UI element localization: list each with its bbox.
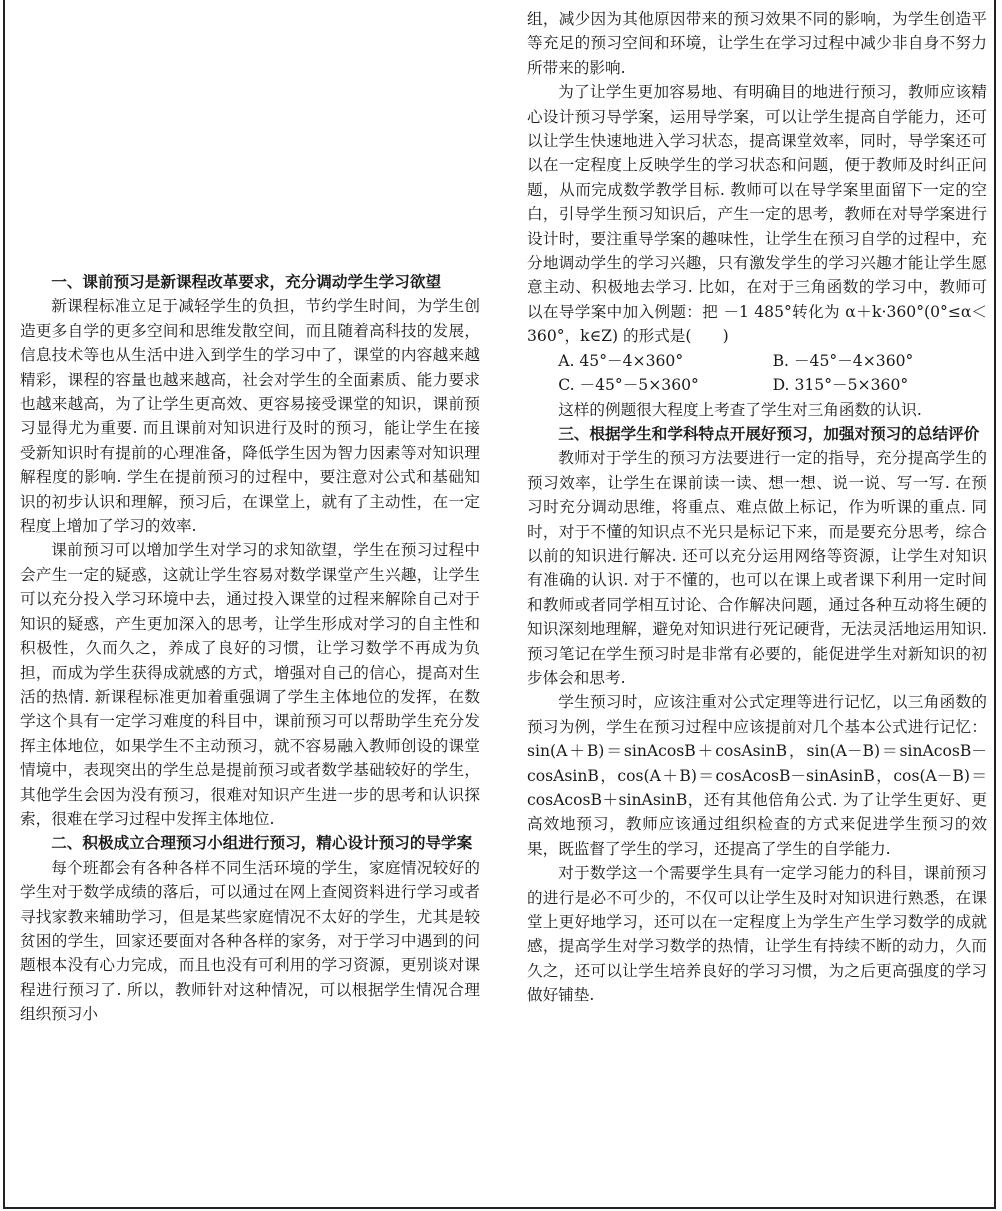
paragraph: 新课程标准立足于减轻学生的负担，节约学生时间，为学生创造更多自学的更多空间和思维发散空间，而且随着高科技的发展，信息技术等也从生活中进入到学生的学习中了，课堂的内容越来越精彩，课程的容量也越来越高，社会对学生的全面素质、能力要求也越来越高，为了让学生更高效、更容易接受课堂的知识，课前预习显得尤为重要. 而且课前对知识进行及时的预习，能让学生在接受新知识时有提前的心理准备，降低学生因为智力因素等对知识理解程度的影响. 学生在提前预习的过程中，要注意对公式和基础知识的初步认识和理解，预习后，在课堂上，就有了主动性，在一定程度上增加了学习的效率. <box>20 297 480 536</box>
option-b: B. －45°－4×360° <box>772 351 914 370</box>
right-column <box>527 7 987 1008</box>
paragraph: 课前预习可以增加学生对学习的求知欲望，学生在预习过程中会产生一定的疑惑，这就让学生容易对数学课堂产生兴趣，让学生可以充分投入学习环境中去，通过投入课堂的过程来解除自己对于知识的疑惑，产生更加深入的思考，让学生形成对学习的自主性和积极性，久而久之，养成了良好的习惯，让学习数学不再成为负担，而成为学生获得成就感的方式，增强对自己的信心，提高对生活的热情. 新课程标准更加着重强调了学生主体地位的发挥，在数学这个具有一定学习难度的科目中，课前预习可以帮助学生充分发挥主体地位，如果学生不主动预习，就不容易融入教师创设的课堂情境中，表现突出的学生总是提前预习或者数学基础较好的学生，其他学生会因为没有预习，很难对知识产生进一步的思考和认识探索，很难在学习过程中发挥主体地位. <box>20 541 480 828</box>
option-a: A. 45°－4×360° <box>558 351 684 370</box>
left-column <box>20 270 480 1027</box>
paragraph: 为了让学生更加容易地、有明确目的地进行预习，教师应该精心设计预习导学案，运用导学案，可以让学生提高自学能力，还可以让学生快速地进入学习状态，提高课堂效率，同时，导学案还可以在一定程度上反映学生的学习状态和问题，便于教师及时纠正问题，从而完成数学教学目标. 教师可以在导学案里面留下一定的空白，引导学生预习知识后，产生一定的思考，教师在对导学案进行设计时，要注重导学案的趣味性，让学生在预习自学的过程中，充分地调动学生的学习兴趣，只有激发学生的学习兴趣才能让学生愿意主动、积极地去学习. 比如，在对于三角函数的学习中，教师可以在导学案中加入例题：把 －1 485°转化为 α＋k·360°(0°≤α＜360°，k∈Z) 的形式是( ) <box>527 83 987 346</box>
option-d: D. 315°－5×360° <box>772 376 909 395</box>
paragraph: 这样的例题很大程度上考查了学生对三角函数的认识. <box>558 400 922 419</box>
paragraph: 对于数学这一个需要学生具有一定学习能力的科目，课前预习的进行是必不可少的，不仅可以让学生及时对知识进行熟悉，在课堂上更好地学习，还可以在一定程度上为学生产生学习数学的成就感，提高学生对学习数学的热情，让学生有持续不断的动力，久而久之，还可以让学生培养良好的学习习惯，为之后更高强度的学习做好铺垫. <box>527 864 987 1005</box>
paragraph: 教师对于学生的预习方法要进行一定的指导，充分提高学生的预习效率，让学生在课前读一读、想一想、说一说、写一写. 在预习时充分调动思维，将重点、难点做上标记，作为听课的重点. 同时，对于不懂的知识点不光只是标记下来，而是要充分思考，综合以前的知识进行解决. 还可以充分运用网络等资源，让学生对知识有准确的认识. 对于不懂的，也可以在课上或者课下利用一定时间和教师或者同学相互讨论、合作解决问题，通过各种互动将生硬的知识深刻地理解，避免对知识进行死记硬背，无法灵活地运用知识. 预习笔记在学生预习时是非常有必要的，能促进学生对新知识的初步体会和思考. <box>527 449 987 687</box>
section-heading-1: 一、课前预习是新课程改革要求，充分调动学生学习欲望 <box>51 273 442 291</box>
answer-options <box>527 349 987 398</box>
section-heading-3: 三、根据学生和学科特点开展好预习，加强对预习的总结评价 <box>558 424 980 443</box>
paragraph: 每个班都会有各种各样不同生活环境的学生，家庭情况较好的学生对于数学成绩的落后，可以通过在网上查阅资料进行学习或者寻找家教来辅助学习，但是某些家庭情况不太好的学生，尤其是较贫困的学生，回家还要面对各种各样的家务，对于学习中遇到的问题根本没有心力完成，而且也没有可利用的学习资源，更别谈对课程进行预习了. 所以，教师针对这种情况，可以根据学生情况合理组织预习小 <box>20 858 480 1024</box>
paragraph: 组，减少因为其他原因带来的预习效果不同的影响，为学生创造平等充足的预习空间和环境，让学生在学习过程中减少非自身不努力所带来的影响. <box>527 10 987 77</box>
option-c: C. －45°－5×360° <box>558 376 699 395</box>
section-heading-2: 二、积极成立合理预习小组进行预习，精心设计预习的导学案 <box>51 834 473 853</box>
paragraph: 学生预习时，应该注重对公式定理等进行记忆，以三角函数的预习为例，学生在预习过程中应该提前对几个基本公式进行记忆：sin(A＋B)＝sinAcosB＋cosAsinB，sin(A－B)＝sinAcosB－cosAsinB，cos(A＋B)＝cosAcosB－sinAsinB，cos(A－B)＝cosAcosB＋sinAsinB，还有其他倍角公式. 为了让学生更好、更高效地预习，教师应该通过组织检查的方式来促进学生预习的效果，既监督了学生的学习，还提高了学生的自学能力. <box>527 693 987 858</box>
